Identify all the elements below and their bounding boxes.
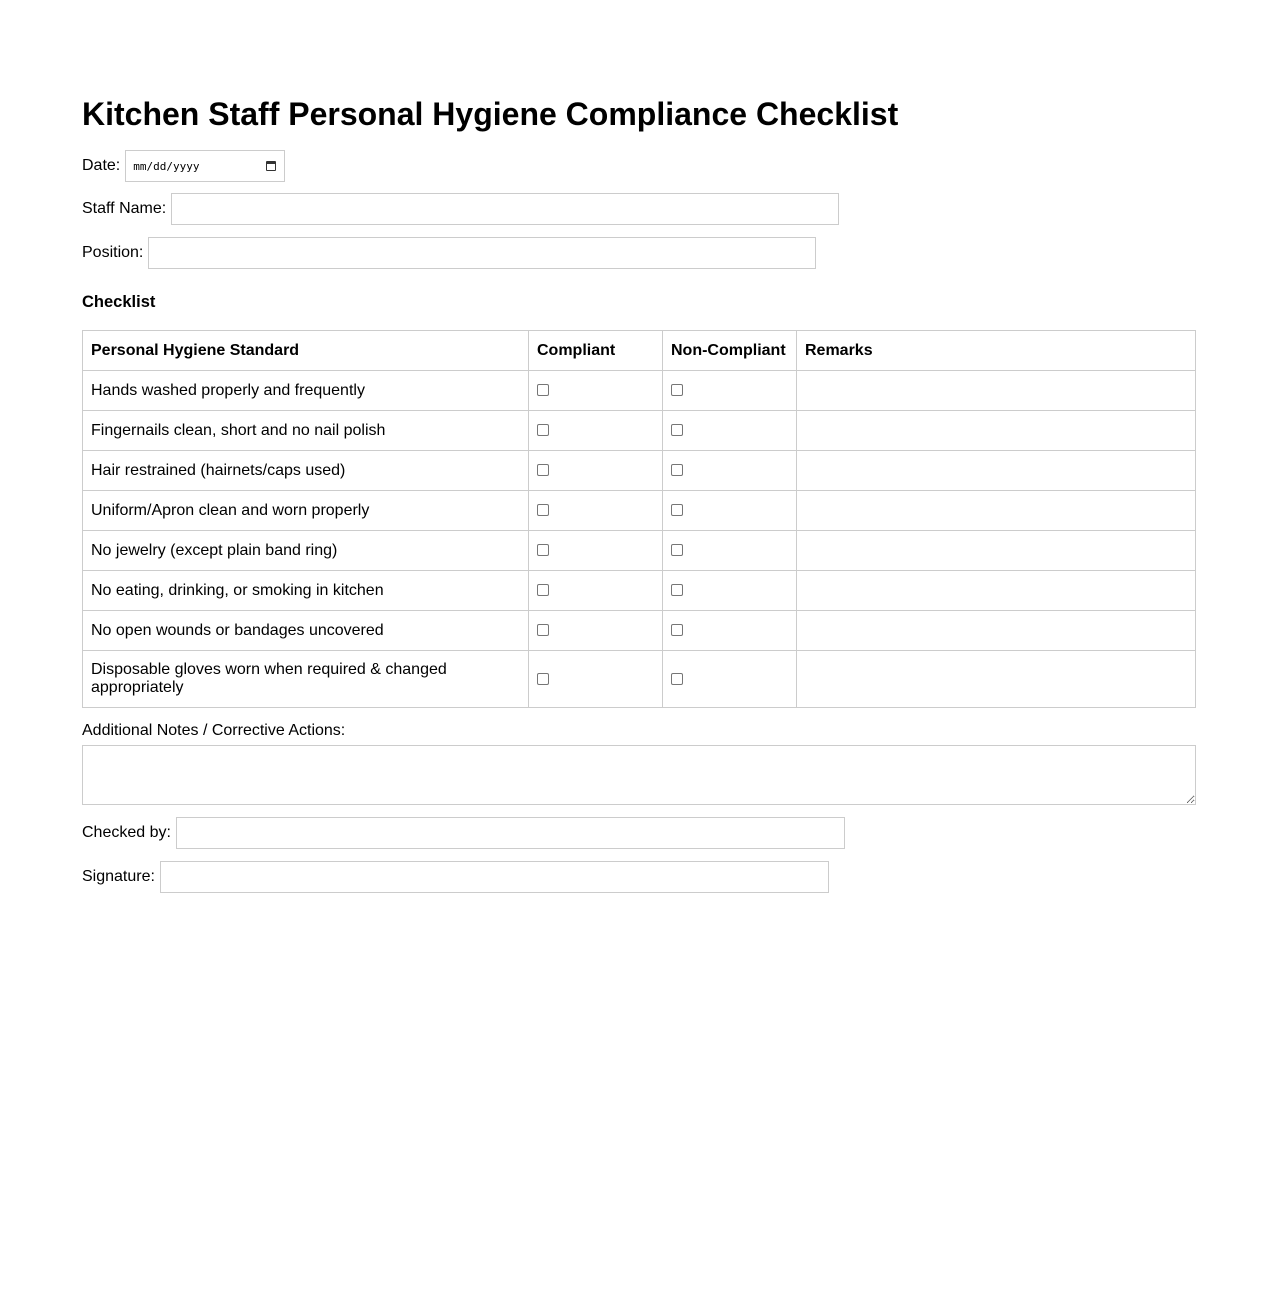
standard-cell: Hair restrained (hairnets/caps used) — [83, 451, 529, 491]
non-compliant-checkbox[interactable] — [671, 424, 683, 436]
table-header-row — [83, 331, 1196, 371]
non-compliant-cell — [663, 451, 797, 491]
compliant-checkbox[interactable] — [537, 424, 549, 436]
remarks-cell[interactable] — [797, 451, 1196, 491]
table-row — [83, 611, 1196, 651]
table-row — [83, 531, 1196, 571]
checked-by-field-group — [82, 817, 845, 849]
remarks-cell[interactable] — [797, 651, 1196, 708]
date-placeholder: mm/dd/yyyy — [133, 159, 200, 173]
staff-name-input[interactable] — [171, 193, 839, 225]
column-header-standard: Personal Hygiene Standard — [83, 331, 529, 371]
non-compliant-cell — [663, 651, 797, 708]
non-compliant-cell — [663, 531, 797, 571]
non-compliant-checkbox[interactable] — [671, 504, 683, 516]
compliant-checkbox[interactable] — [537, 544, 549, 556]
standard-cell: No jewelry (except plain band ring) — [83, 531, 529, 571]
non-compliant-checkbox[interactable] — [671, 673, 683, 685]
signature-field-group — [82, 861, 829, 893]
compliant-checkbox[interactable] — [537, 384, 549, 396]
position-input[interactable] — [148, 237, 816, 269]
non-compliant-checkbox[interactable] — [671, 584, 683, 596]
position-field-group — [82, 237, 816, 269]
standard-cell: Fingernails clean, short and no nail polish — [83, 411, 529, 451]
non-compliant-cell — [663, 491, 797, 531]
remarks-cell[interactable] — [797, 531, 1196, 571]
compliant-cell — [529, 651, 663, 708]
compliant-checkbox[interactable] — [537, 504, 549, 516]
column-header-remarks: Remarks — [797, 331, 1196, 371]
standard-cell: Uniform/Apron clean and worn properly — [83, 491, 529, 531]
standard-cell: Disposable gloves worn when required & changed appropriately — [83, 651, 529, 708]
checked-by-label: Checked by: — [82, 824, 171, 841]
standard-cell: No open wounds or bandages uncovered — [83, 611, 529, 651]
remarks-cell[interactable] — [797, 491, 1196, 531]
remarks-cell[interactable] — [797, 571, 1196, 611]
notes-label: Additional Notes / Corrective Actions: — [82, 722, 346, 739]
non-compliant-cell — [663, 411, 797, 451]
standard-cell: Hands washed properly and frequently — [83, 371, 529, 411]
signature-label: Signature: — [82, 868, 155, 885]
column-header-compliant: Compliant — [529, 331, 663, 371]
compliant-cell — [529, 531, 663, 571]
non-compliant-checkbox[interactable] — [671, 384, 683, 396]
staff-name-field-group — [82, 193, 839, 225]
page-title: Kitchen Staff Personal Hygiene Compliance Checklist — [82, 96, 899, 132]
compliant-checkbox[interactable] — [537, 584, 549, 596]
table-row — [83, 571, 1196, 611]
compliant-checkbox[interactable] — [537, 464, 549, 476]
non-compliant-cell — [663, 571, 797, 611]
compliant-cell — [529, 571, 663, 611]
table-row — [83, 371, 1196, 411]
signature-input[interactable] — [160, 861, 829, 893]
non-compliant-checkbox[interactable] — [671, 544, 683, 556]
date-field-group — [82, 150, 285, 182]
compliant-cell — [529, 491, 663, 531]
non-compliant-cell — [663, 611, 797, 651]
table-row — [83, 651, 1196, 708]
remarks-cell[interactable] — [797, 411, 1196, 451]
standard-cell: No eating, drinking, or smoking in kitchen — [83, 571, 529, 611]
compliant-cell — [529, 371, 663, 411]
column-header-non-compliant: Non-Compliant — [663, 331, 797, 371]
compliant-cell — [529, 411, 663, 451]
notes-textarea[interactable] — [82, 745, 1196, 805]
table-row — [83, 451, 1196, 491]
table-row — [83, 491, 1196, 531]
calendar-icon[interactable] — [266, 161, 276, 171]
checked-by-input[interactable] — [176, 817, 845, 849]
checklist-heading: Checklist — [82, 293, 156, 311]
date-input[interactable] — [125, 150, 285, 182]
remarks-cell[interactable] — [797, 371, 1196, 411]
compliant-cell — [529, 611, 663, 651]
non-compliant-checkbox[interactable] — [671, 464, 683, 476]
non-compliant-cell — [663, 371, 797, 411]
remarks-cell[interactable] — [797, 611, 1196, 651]
compliant-checkbox[interactable] — [537, 624, 549, 636]
checklist-table — [82, 330, 1196, 708]
position-label: Position: — [82, 244, 144, 261]
staff-name-label: Staff Name: — [82, 200, 167, 217]
date-label: Date: — [82, 157, 121, 174]
compliant-checkbox[interactable] — [537, 673, 549, 685]
table-row — [83, 411, 1196, 451]
compliant-cell — [529, 451, 663, 491]
non-compliant-checkbox[interactable] — [671, 624, 683, 636]
